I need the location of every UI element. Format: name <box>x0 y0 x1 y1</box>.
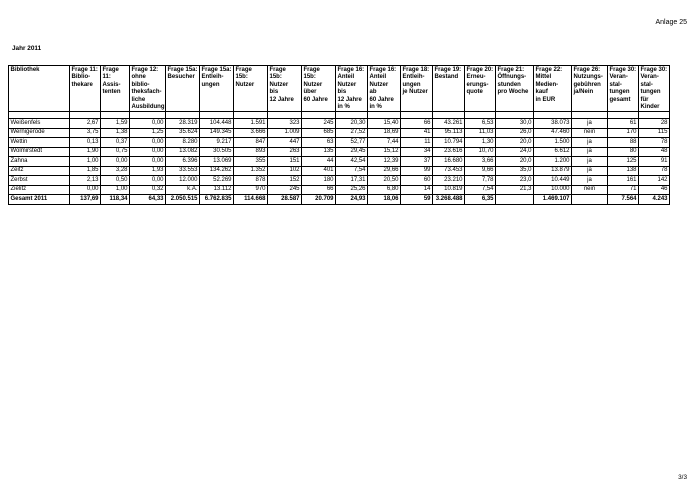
table-cell: 10.819 <box>433 185 465 195</box>
table-cell: 20,50 <box>368 176 401 186</box>
column-header-line: gesamt <box>609 96 631 103</box>
column-header <box>200 66 234 112</box>
table-cell: 0,00 <box>130 176 166 186</box>
table-cell: 263 <box>268 147 302 157</box>
table-cell: 27,52 <box>336 128 368 138</box>
table-cell: 2,13 <box>70 176 101 186</box>
table-cell: 99 <box>401 166 433 176</box>
empty-cell <box>572 112 608 119</box>
table-cell: 88 <box>608 138 639 148</box>
table-cell: 15,12 <box>368 147 401 157</box>
column-header-line: Frage 12: <box>131 67 159 73</box>
table-cell: 24,0 <box>496 147 534 157</box>
table-cell: 20,0 <box>496 138 534 148</box>
table-cell: 18,06 <box>368 195 401 205</box>
table-cell: 37 <box>401 157 433 167</box>
table-cell: 137,69 <box>70 195 101 205</box>
table-cell: ja <box>572 166 608 176</box>
table-cell: 52.269 <box>200 176 234 186</box>
library-statistics-table <box>8 65 670 205</box>
table-cell: 7,78 <box>465 176 496 186</box>
column-header-line: 12 Jahre <box>337 96 362 103</box>
table-cell: 3,66 <box>465 157 496 167</box>
table-cell: 35.624 <box>166 128 200 138</box>
column-header-line: Mittel <box>535 74 552 81</box>
table-cell: 29,66 <box>368 166 401 176</box>
table-cell: 9,66 <box>465 166 496 176</box>
column-header-line: ja/Nein <box>573 89 594 96</box>
column-header-line: in EUR <box>535 96 556 103</box>
table-cell: 66 <box>401 119 433 129</box>
total-row <box>9 195 670 205</box>
column-header-line: Frage 30: <box>640 67 668 73</box>
table-cell: 447 <box>268 138 302 148</box>
table-cell: 1,59 <box>101 119 130 129</box>
column-header <box>130 66 166 112</box>
column-header-line: Entleih- <box>201 74 224 81</box>
table-cell: 29,45 <box>336 147 368 157</box>
table-cell: 28.587 <box>268 195 302 205</box>
column-header-line: Frage 18: <box>402 67 430 73</box>
column-header-line: Erneu- <box>466 74 486 81</box>
column-header-line: Frage 15a: <box>201 67 232 73</box>
table-cell: 1,30 <box>465 138 496 148</box>
table-cell: 48 <box>639 147 670 157</box>
empty-cell <box>234 112 268 119</box>
table-cell: 64,33 <box>130 195 166 205</box>
column-header-line: stunden <box>497 81 521 88</box>
column-header-line: Bibliothek <box>10 67 40 73</box>
empty-cell <box>130 112 166 119</box>
table-cell: 80 <box>608 147 639 157</box>
table-cell: 180 <box>302 176 336 186</box>
table-cell: 401 <box>302 166 336 176</box>
library-name-cell: Weißenfels <box>9 119 70 129</box>
annex-label: Anlage 25 <box>655 19 687 26</box>
table-cell: 11 <box>401 138 433 148</box>
table-cell: 245 <box>268 185 302 195</box>
table-cell: 1,38 <box>101 128 130 138</box>
library-name-cell: Zerbst <box>9 176 70 186</box>
spacer-row <box>9 112 670 119</box>
table-cell: 12.000 <box>166 176 200 186</box>
column-header-line: Frage 16: <box>337 67 365 73</box>
table-cell: 4.243 <box>639 195 670 205</box>
column-header <box>70 66 101 112</box>
column-header-line: Frage 26: <box>573 67 601 73</box>
table-cell: 893 <box>234 147 268 157</box>
column-header <box>572 66 608 112</box>
table-cell: 18,69 <box>368 128 401 138</box>
empty-cell <box>368 112 401 119</box>
empty-cell <box>639 112 670 119</box>
column-header <box>433 66 465 112</box>
library-name-cell: Gesamt 2011 <box>9 195 70 205</box>
column-header-line: Medien- <box>535 81 559 88</box>
table-cell: 1.591 <box>234 119 268 129</box>
table-cell: 20,30 <box>336 119 368 129</box>
table-cell: 24,93 <box>336 195 368 205</box>
column-header-line: theksfach- <box>131 89 162 96</box>
table-cell: 2.050.515 <box>166 195 200 205</box>
table-cell: nein <box>572 185 608 195</box>
column-header <box>302 66 336 112</box>
table-cell: 35,0 <box>496 166 534 176</box>
column-header-line: Frage 19: <box>434 67 462 73</box>
column-header-line: Frage 15b: <box>269 67 286 81</box>
column-header-line: erungs- <box>466 81 489 88</box>
table-cell: 355 <box>234 157 268 167</box>
empty-cell <box>9 112 70 119</box>
empty-cell <box>534 112 572 119</box>
column-header-line: Frage 15b: <box>235 67 252 81</box>
table-cell: 142 <box>639 176 670 186</box>
table-cell: 118,34 <box>101 195 130 205</box>
table-cell: 26,0 <box>496 128 534 138</box>
column-header-line: Frage 16: <box>369 67 397 73</box>
empty-cell <box>496 112 534 119</box>
table-cell: 245 <box>302 119 336 129</box>
column-header-line: Anteil <box>369 74 387 81</box>
column-header-line: biblio- <box>131 81 150 88</box>
column-header <box>496 66 534 112</box>
library-name-cell: Wolmirstedt <box>9 147 70 157</box>
column-header-line: in % <box>369 104 382 111</box>
table-cell: 1,85 <box>70 166 101 176</box>
column-header-line: Frage 15b: <box>303 67 320 81</box>
column-header-line: stal- <box>640 81 653 88</box>
column-header-line: 60 Jahre <box>303 96 328 103</box>
table-cell <box>572 195 608 205</box>
table-cell: ja <box>572 147 608 157</box>
table-cell: 7,54 <box>465 185 496 195</box>
table-cell: 10.000 <box>534 185 572 195</box>
table-cell: 20,0 <box>496 157 534 167</box>
table-cell: 149.345 <box>200 128 234 138</box>
table-cell: 125 <box>608 157 639 167</box>
table-cell: 1.352 <box>234 166 268 176</box>
table-cell: 878 <box>234 176 268 186</box>
table-cell: 13.082 <box>166 147 200 157</box>
table-cell: 0,00 <box>130 157 166 167</box>
column-header-line: ab <box>369 89 377 96</box>
table-row <box>9 166 670 176</box>
table-cell: 25,26 <box>336 185 368 195</box>
table-cell: 1,90 <box>70 147 101 157</box>
table-cell: 1.500 <box>534 138 572 148</box>
column-header-line: Nutzer <box>235 81 255 88</box>
column-header-line: 60 Jahre <box>369 96 394 103</box>
table-cell: 7,54 <box>336 166 368 176</box>
table-cell: 970 <box>234 185 268 195</box>
column-header-line: über <box>303 89 317 96</box>
table-cell: 23,0 <box>496 176 534 186</box>
empty-cell <box>608 112 639 119</box>
table-cell: 115 <box>639 128 670 138</box>
table-cell: 2,67 <box>70 119 101 129</box>
table-cell: 8.280 <box>166 138 200 148</box>
table-cell: 135 <box>302 147 336 157</box>
table-row <box>9 157 670 167</box>
table-cell: 13.069 <box>200 157 234 167</box>
table-cell: 78 <box>639 138 670 148</box>
column-header <box>534 66 572 112</box>
column-header-line: Frage 22: <box>535 67 563 73</box>
table-cell: 16.680 <box>433 157 465 167</box>
empty-cell <box>401 112 433 119</box>
column-header-line: Nutzungs- <box>573 74 603 81</box>
column-header-line: Nutzer <box>303 81 323 88</box>
table-cell: 1,00 <box>101 185 130 195</box>
table-cell: 1,25 <box>130 128 166 138</box>
page-number: 3/3 <box>678 474 687 481</box>
table-cell: 161 <box>608 176 639 186</box>
table-cell: 0,75 <box>101 147 130 157</box>
library-name-cell: Zeitz <box>9 166 70 176</box>
empty-cell <box>70 112 101 119</box>
column-header <box>234 66 268 112</box>
table-cell: 33.553 <box>166 166 200 176</box>
empty-cell <box>336 112 368 119</box>
table-cell: 6,53 <box>465 119 496 129</box>
table-cell: 12,39 <box>368 157 401 167</box>
column-header <box>608 66 639 112</box>
table-cell: 7.564 <box>608 195 639 205</box>
table-row <box>9 119 670 129</box>
column-header-line: Veran- <box>640 74 659 81</box>
column-header-line: tungen <box>640 89 661 96</box>
table-cell: 95.113 <box>433 128 465 138</box>
table-cell: 151 <box>268 157 302 167</box>
table-cell: 47.460 <box>534 128 572 138</box>
column-header <box>639 66 670 112</box>
table-cell: 63 <box>302 138 336 148</box>
table-cell: 323 <box>268 119 302 129</box>
column-header-line: kauf <box>535 89 548 96</box>
table-cell: 11,03 <box>465 128 496 138</box>
library-name-cell: Wernigerode <box>9 128 70 138</box>
column-header <box>9 66 70 112</box>
table-cell: 60 <box>401 176 433 186</box>
column-header-line: Entleih- <box>402 74 425 81</box>
table-header-row <box>9 66 670 112</box>
table-cell: 3,28 <box>101 166 130 176</box>
table-cell: 66 <box>302 185 336 195</box>
table-cell: 104.448 <box>200 119 234 129</box>
table-cell: 9.217 <box>200 138 234 148</box>
table-cell: 0,50 <box>101 176 130 186</box>
table-cell: 42,54 <box>336 157 368 167</box>
column-header-line: Nutzer <box>369 81 389 88</box>
table-cell: 23.210 <box>433 176 465 186</box>
column-header-line: 12 Jahre <box>269 96 294 103</box>
column-header <box>368 66 401 112</box>
column-header-line: liche <box>131 96 146 103</box>
table-cell: 21,3 <box>496 185 534 195</box>
table-cell: 3,75 <box>70 128 101 138</box>
table-cell: 13.112 <box>200 185 234 195</box>
year-label: Jahr 2011 <box>12 45 42 52</box>
column-header-line: ungen <box>201 81 220 88</box>
column-header-line: Assis- <box>102 81 121 88</box>
column-header <box>401 66 433 112</box>
table-cell: 0,00 <box>70 185 101 195</box>
column-header-line: Nutzer <box>337 81 357 88</box>
column-header-line: bis <box>269 89 279 96</box>
table-cell: 152 <box>268 176 302 186</box>
table-cell: 1,00 <box>70 157 101 167</box>
table-cell: 46 <box>639 185 670 195</box>
table-cell: 1.469.107 <box>534 195 572 205</box>
table-cell: 20.709 <box>302 195 336 205</box>
column-header <box>268 66 302 112</box>
table-cell: 14 <box>401 185 433 195</box>
table-cell: 1,93 <box>130 166 166 176</box>
table-cell: ja <box>572 119 608 129</box>
table-cell: 0,13 <box>70 138 101 148</box>
table-cell: 10.449 <box>534 176 572 186</box>
table-cell: 52,77 <box>336 138 368 148</box>
table-cell: 0,00 <box>130 147 166 157</box>
column-header-line: gebühren <box>573 81 601 88</box>
table-cell: 6,80 <box>368 185 401 195</box>
table-cell: ja <box>572 176 608 186</box>
table-cell: 28.319 <box>166 119 200 129</box>
column-header-line: Biblio- <box>71 74 91 81</box>
table-cell: 0,32 <box>130 185 166 195</box>
table-cell: 10,70 <box>465 147 496 157</box>
table-cell: 0,00 <box>130 138 166 148</box>
column-header-line: ohne <box>131 74 146 81</box>
empty-cell <box>101 112 130 119</box>
column-header-line: bis <box>337 89 347 96</box>
table-cell: 1.009 <box>268 128 302 138</box>
table-cell: 170 <box>608 128 639 138</box>
column-header <box>166 66 200 112</box>
empty-cell <box>268 112 302 119</box>
table-cell: 59 <box>401 195 433 205</box>
library-name-cell: Wettin <box>9 138 70 148</box>
table-row <box>9 176 670 186</box>
table-cell: 134.262 <box>200 166 234 176</box>
column-header-line: ungen <box>402 81 421 88</box>
column-header-line: Nutzer <box>269 81 289 88</box>
table-cell: 114.668 <box>234 195 268 205</box>
table-cell: 15,40 <box>368 119 401 129</box>
table-cell: 30.505 <box>200 147 234 157</box>
column-header-line: Öffnungs- <box>497 74 527 81</box>
table-cell: 102 <box>268 166 302 176</box>
column-header-line: quote <box>466 89 483 96</box>
table-cell: 1.200 <box>534 157 572 167</box>
table-cell <box>496 195 534 205</box>
column-header-line: stal- <box>609 81 622 88</box>
column-header-line: Anteil <box>337 74 355 81</box>
table-cell: 13.879 <box>534 166 572 176</box>
column-header-line: für Kinder <box>640 96 660 111</box>
table-cell: 23.616 <box>433 147 465 157</box>
table-row <box>9 185 670 195</box>
table-cell: 71 <box>608 185 639 195</box>
table-cell: 43.261 <box>433 119 465 129</box>
table-cell: 0,37 <box>101 138 130 148</box>
table-row <box>9 138 670 148</box>
table-row <box>9 128 670 138</box>
table-cell: 28 <box>639 119 670 129</box>
empty-cell <box>166 112 200 119</box>
column-header-line: Frage 11: <box>102 67 119 81</box>
table-cell: 91 <box>639 157 670 167</box>
table-cell: ja <box>572 138 608 148</box>
table-cell: 61 <box>608 119 639 129</box>
column-header-line: thekare <box>71 81 93 88</box>
column-header <box>336 66 368 112</box>
table-cell: ja <box>572 157 608 167</box>
table-cell: 685 <box>302 128 336 138</box>
table-cell: 7,44 <box>368 138 401 148</box>
column-header-line: pro Woche <box>497 89 529 96</box>
table-cell: nein <box>572 128 608 138</box>
empty-cell <box>302 112 336 119</box>
table-cell: 847 <box>234 138 268 148</box>
table-cell: 38.073 <box>534 119 572 129</box>
table-cell: 41 <box>401 128 433 138</box>
table-cell: 17,31 <box>336 176 368 186</box>
column-header-line: Frage 15a: <box>167 67 198 73</box>
empty-cell <box>465 112 496 119</box>
table-cell: 6.762.835 <box>200 195 234 205</box>
column-header <box>101 66 130 112</box>
column-header-line: tenten <box>102 89 121 96</box>
table-cell: 138 <box>608 166 639 176</box>
table-cell: 6.612 <box>534 147 572 157</box>
empty-cell <box>200 112 234 119</box>
table-cell: 30,0 <box>496 119 534 129</box>
column-header-line: Frage 21: <box>497 67 525 73</box>
table-cell: 34 <box>401 147 433 157</box>
column-header-line: Frage 11: <box>71 67 98 73</box>
column-header-line: tungen <box>609 89 630 96</box>
column-header-line: Frage 30: <box>609 67 637 73</box>
library-name-cell: Zielitz <box>9 185 70 195</box>
table-cell: k.A. <box>166 185 200 195</box>
table-row <box>9 147 670 157</box>
column-header-line: Frage 20: <box>466 67 494 73</box>
column-header-line: in % <box>337 104 350 111</box>
table-cell: 0,00 <box>130 119 166 129</box>
column-header-line: Ausbildung <box>131 104 165 111</box>
library-name-cell: Zahna <box>9 157 70 167</box>
column-header-line: Bestand <box>434 74 459 81</box>
table-cell: 3.666 <box>234 128 268 138</box>
table-cell: 6,35 <box>465 195 496 205</box>
table-cell: 44 <box>302 157 336 167</box>
column-header-line: Veran- <box>609 74 628 81</box>
table-cell: 6.396 <box>166 157 200 167</box>
empty-cell <box>433 112 465 119</box>
table-cell: 73.453 <box>433 166 465 176</box>
table-cell: 78 <box>639 166 670 176</box>
table-cell: 3.268.488 <box>433 195 465 205</box>
column-header <box>465 66 496 112</box>
table-cell: 10.794 <box>433 138 465 148</box>
column-header-line: je Nutzer <box>402 89 428 96</box>
column-header-line: Besucher <box>167 74 195 81</box>
table-cell: 0,00 <box>101 157 130 167</box>
